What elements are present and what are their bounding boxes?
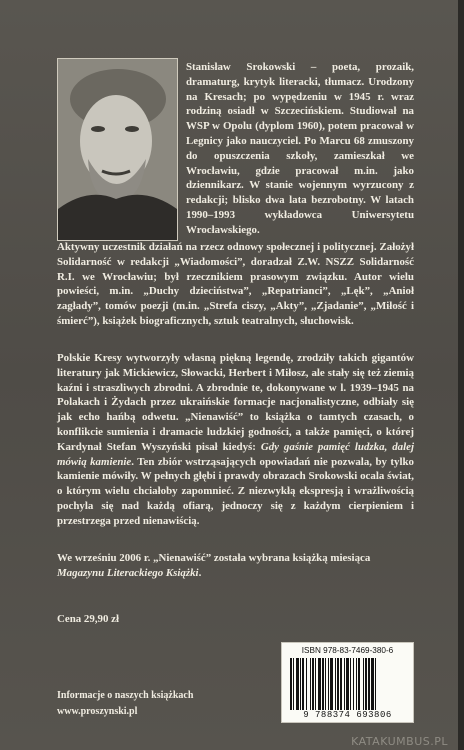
blurb-part-3: . Ten zbiór wstrząsających opowiadań nie pozwala, by tylko kamienie mówiły. W pełnych głębi i prawdy obrazach Srokowski ocala świat, o którym wielu chciałoby zapomnieć. Z niezwykłą ekspresją i wrażliwością pochyla się nad każdą ofiarą, jednoczy się z każdym cierpieniem i przestrzega przed nienawiścią. [57, 455, 414, 527]
award-text-1: We wrześniu 2006 r. „Nienawiść” została wybrana książką miesiąca [57, 552, 371, 564]
author-photo [57, 58, 178, 241]
isbn-digits: 9 788374 693806 [303, 710, 392, 720]
blurb-book-title: „Nienawiść” [185, 411, 244, 424]
publisher-website: www.proszynski.pl [57, 705, 138, 717]
book-blurb [57, 351, 414, 529]
price-label: Cena 29,90 zł [57, 613, 120, 625]
isbn-barcode-box [281, 642, 414, 723]
author-bio-continued: Aktywny uczestnik działań na rzecz odnowy społecznej i politycznej. Założył Solidarność w redakcji „Wiadomości”, doradzał Z.W. NSZZ Solidarność R.I. we Wrocławiu; był rzecznikiem prasowym związku. Autor wielu powieści, m.in. „Duchy dzieciństwa”, „Repatrianci”, „Lęk”, „Anioł zagłady”, tomów poezji (m.in. „Strefa ciszy, „Akty”, „Zjadanie”, „Miłość i śmierć”), książek biograficznych, sztuk teatralnych, słuchowisk. [57, 241, 414, 327]
author-bio-intro [186, 60, 414, 238]
author-name: Stanisław Srokowski [186, 61, 296, 73]
blurb-part-2: to książka o tamtych czasach, o konflikcie sumienia i dramacie ludzkiej godności, a także pamięci, o której Kardynał Stefan Wyszyński pisał kiedyś: [57, 411, 414, 453]
author-bio-intro-text: – poeta, prozaik, dramaturg, krytyk literacki, tłumacz. Urodzony na Kresach; po wypędzeniu w 1945 r. wraz rodziną osiadł w Szczecińskiem. Studiował na WSP w Opolu (dyplom 1960), potem pracował w Legnicy jako nauczyciel. Po Marcu 68 zmuszony do opuszczenia szkoły, zamieszkał we Wrocławiu, gdzie pracował m.in. jako dziennikarz. W stanie wojennym wyrzucony z redakcji; blisko dwa lata bezrobotny. W latach 1990–1993 wykładowca Uniwersytetu Wrocławskiego. [186, 61, 414, 236]
barcode-icon [290, 658, 407, 710]
award-note [57, 551, 414, 581]
publisher-info [57, 688, 277, 720]
blurb-quote: Gdy gaśnie pamięć ludzka, dalej mówią kamienie [57, 440, 415, 468]
award-text-3: . [198, 566, 202, 579]
blurb-part-1: Polskie Kresy wytworzyły własną piękną legendę, zrodziły takich gigantów literatury jak Mickiewicz, Słowacki, Herbert i Miłosz, ale stały się też ziemią kaźni i straszliwych zbrodni. A zbrodnie te, dokonywane w l. 1939–1945 na Polakach i Żydach przez ukraińskie formacje nacjonalistyczne, odbiały się jak echo hańbą odwetu. [57, 352, 414, 424]
award-magazine: Magazynu Literackiego Książki [57, 566, 199, 579]
publisher-info-label: Informacje o naszych książkach [57, 690, 194, 701]
isbn-label: ISBN 978-83-7469-380-6 [301, 646, 394, 655]
watermark: KATAKUMBUS.PL [351, 735, 448, 748]
author-portrait-image [58, 59, 177, 240]
